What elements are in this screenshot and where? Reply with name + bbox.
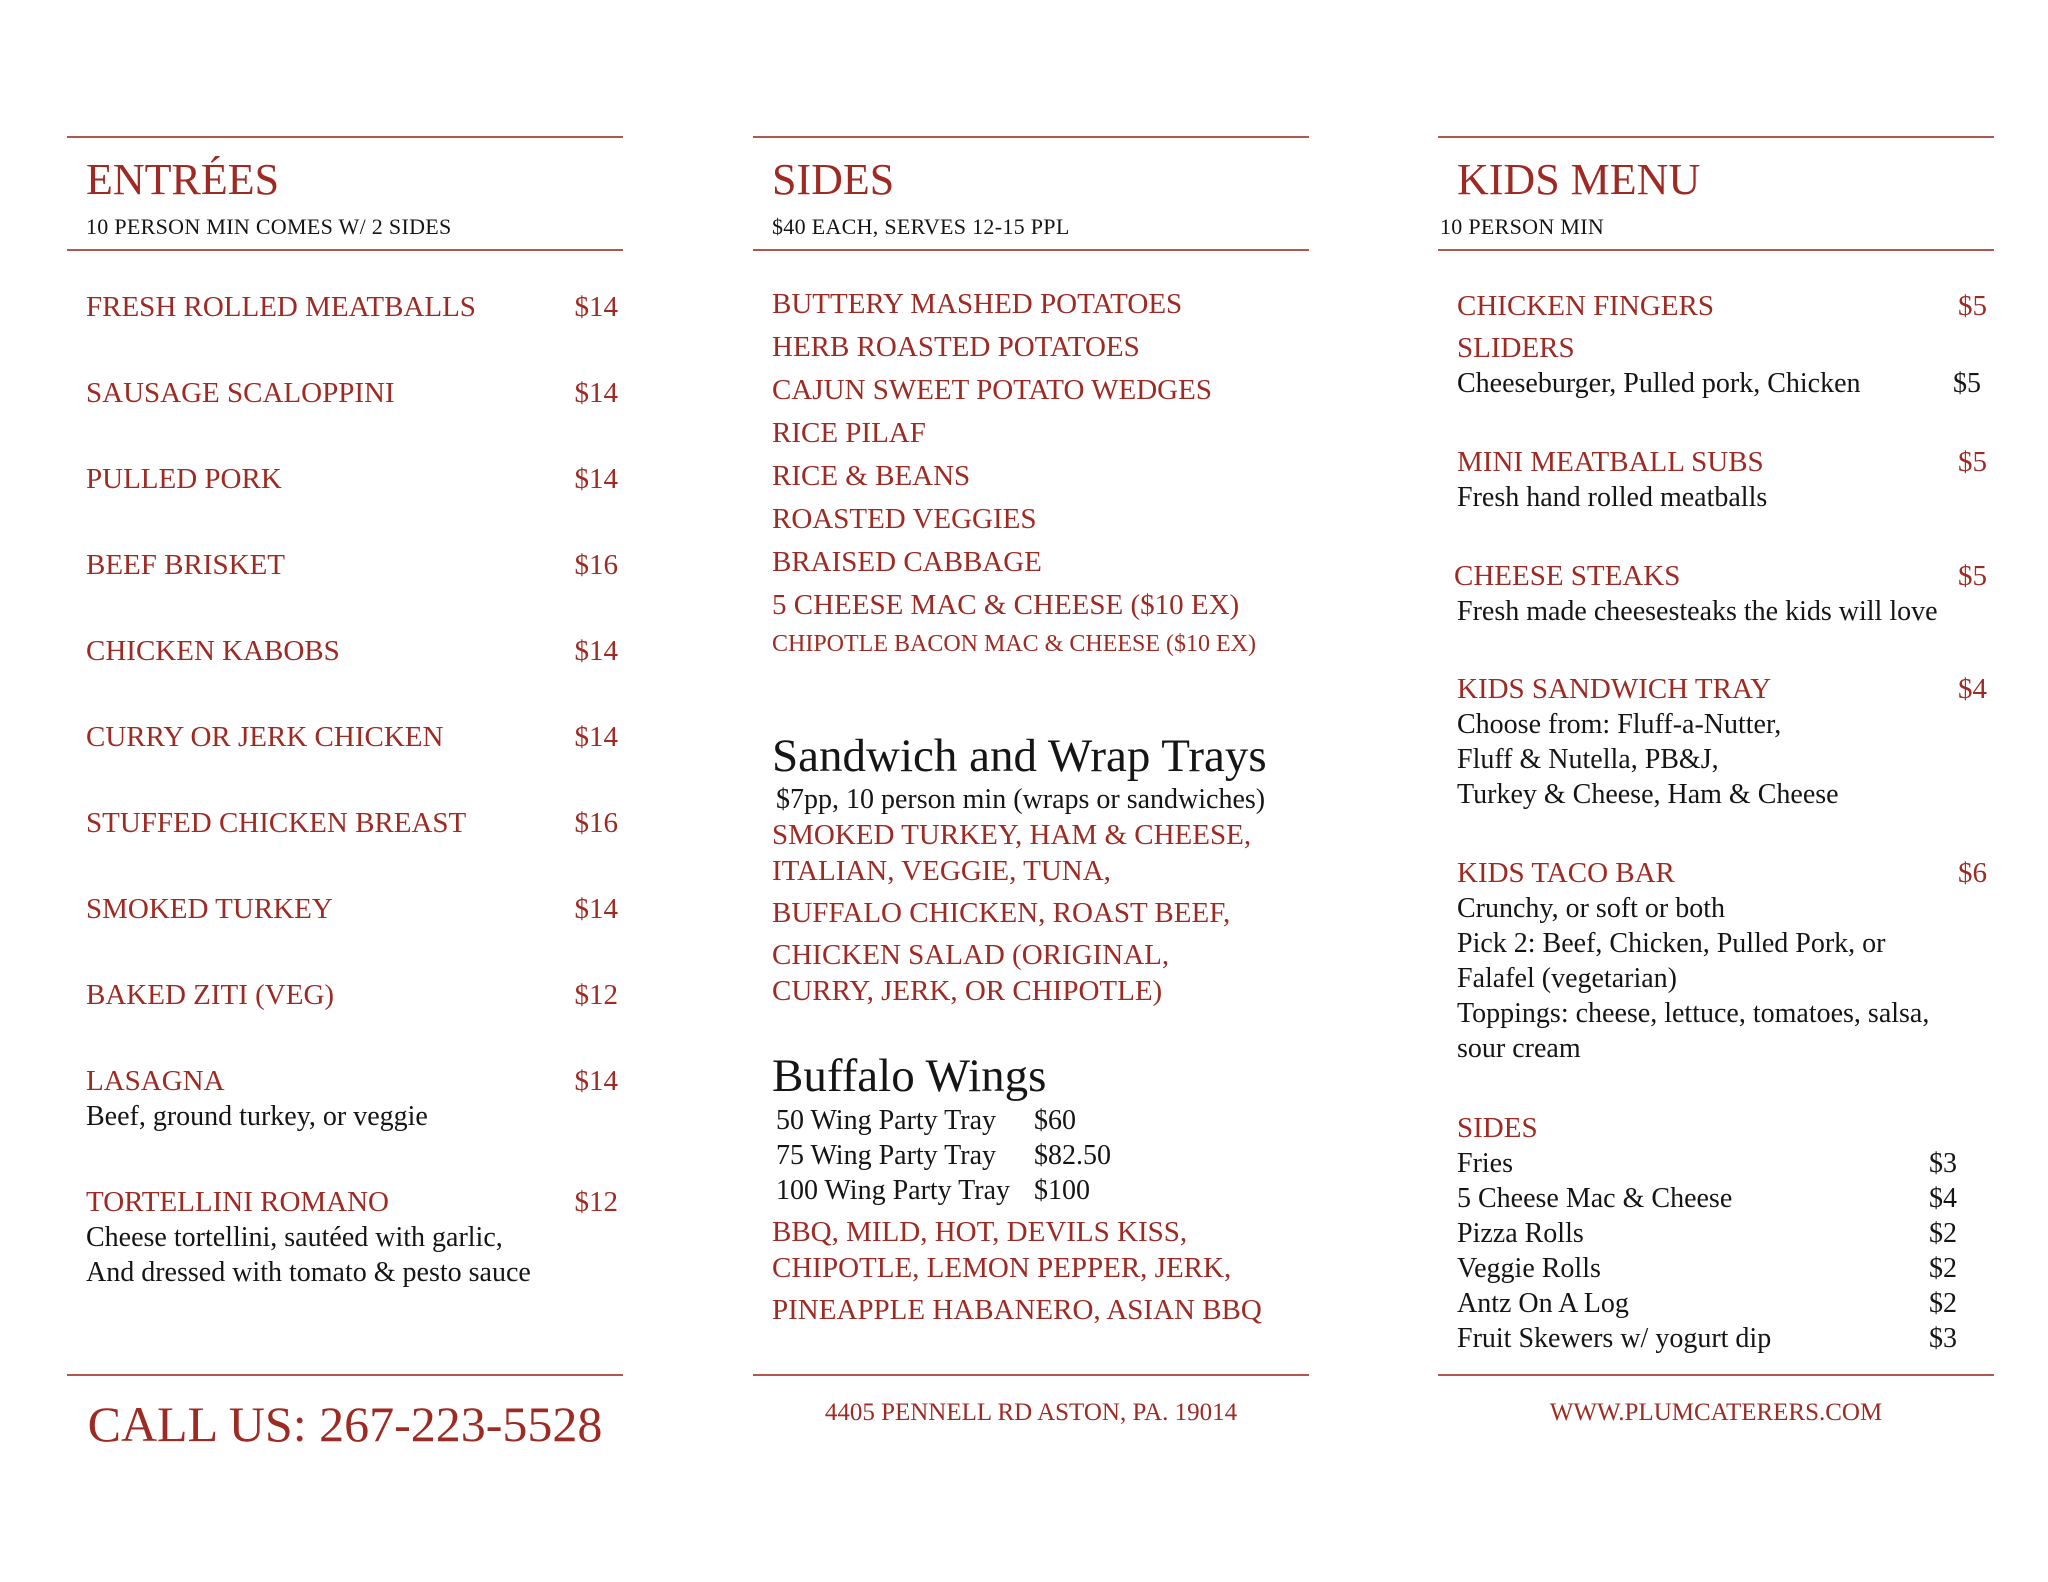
item-name: CHICKEN FINGERS bbox=[1457, 290, 1714, 322]
kids-column bbox=[1438, 136, 1994, 1354]
item-description: Fresh made cheesesteaks the kids will love bbox=[1457, 596, 1938, 627]
list-item bbox=[86, 547, 618, 583]
list-item bbox=[1457, 1216, 1987, 1251]
list-item: HERB ROASTED POTATOES bbox=[772, 331, 1140, 363]
item-name: 5 Cheese Mac & Cheese bbox=[1457, 1183, 1733, 1214]
wings-section bbox=[772, 1049, 1309, 1328]
item-price: $14 bbox=[574, 635, 618, 667]
item-name: FRESH ROLLED MEATBALLS bbox=[86, 291, 476, 323]
website-link[interactable]: WWW.PLUMCATERERS.COM bbox=[1549, 1399, 1883, 1426]
item-price: $14 bbox=[574, 463, 618, 495]
list-item bbox=[1457, 672, 1987, 812]
sides-subtitle: $40 EACH, SERVES 12-15 PPL bbox=[772, 214, 1070, 239]
item-price: $3 bbox=[1929, 1323, 1957, 1354]
list-item bbox=[86, 1184, 618, 1290]
item-price: $2 bbox=[1929, 1288, 1957, 1319]
sides-title: SIDES bbox=[772, 155, 895, 204]
item-name: SLIDERS bbox=[1457, 332, 1575, 364]
list-item bbox=[1457, 1321, 1987, 1356]
list-item bbox=[1457, 1251, 1987, 1286]
item-price: $60 bbox=[1034, 1105, 1076, 1136]
item-price: $100 bbox=[1034, 1175, 1090, 1206]
item-price: $12 bbox=[574, 979, 618, 1011]
list-item: RICE & BEANS bbox=[772, 460, 971, 492]
item-name: CHEESE STEAKS bbox=[1454, 560, 1681, 592]
item-price: $14 bbox=[574, 721, 618, 753]
list-item bbox=[1457, 289, 1987, 324]
list-item: BUTTERY MASHED POTATOES bbox=[772, 288, 1183, 320]
tray-line: CHICKEN SALAD (ORIGINAL, bbox=[772, 939, 1170, 971]
list-item bbox=[86, 375, 618, 411]
item-price: $14 bbox=[574, 893, 618, 925]
divider bbox=[753, 249, 1309, 251]
entrees-title: ENTRÉES bbox=[86, 155, 280, 204]
list-item bbox=[776, 1138, 1309, 1173]
flavor-line: CHIPOTLE, LEMON PEPPER, JERK, bbox=[772, 1252, 1232, 1284]
address: 4405 PENNELL RD ASTON, PA. 19014 bbox=[824, 1399, 1238, 1426]
trays-section bbox=[772, 729, 1309, 1009]
list-item: 5 CHEESE MAC & CHEESE ($10 EX) bbox=[772, 589, 1240, 621]
list-item bbox=[776, 1173, 1309, 1208]
item-price: $14 bbox=[574, 377, 618, 409]
item-description: Cheeseburger, Pulled pork, Chicken bbox=[1457, 368, 1861, 399]
item-name: Fruit Skewers w/ yogurt dip bbox=[1457, 1323, 1772, 1354]
divider bbox=[67, 1374, 623, 1376]
item-name: KIDS TACO BAR bbox=[1457, 857, 1675, 889]
item-description: Crunchy, or soft or both bbox=[1457, 893, 1726, 924]
list-item bbox=[86, 1063, 618, 1134]
item-name: BAKED ZITI (VEG) bbox=[86, 979, 335, 1011]
entrees-column bbox=[67, 136, 623, 1288]
divider bbox=[67, 249, 623, 251]
list-item bbox=[776, 1103, 1309, 1138]
sides-list bbox=[772, 283, 1309, 1328]
list-item bbox=[1457, 1181, 1987, 1216]
entrees-subtitle: 10 PERSON MIN COMES W/ 2 SIDES bbox=[86, 214, 452, 239]
list-item: BRAISED CABBAGE bbox=[772, 546, 1042, 578]
item-name: SMOKED TURKEY bbox=[86, 893, 333, 925]
list-item bbox=[1457, 331, 1987, 401]
item-price: $5 bbox=[1958, 446, 1987, 478]
item-name: 75 Wing Party Tray bbox=[776, 1140, 997, 1171]
divider bbox=[753, 136, 1309, 138]
footer-address bbox=[753, 1374, 1309, 1428]
item-price: $4 bbox=[1929, 1183, 1957, 1214]
item-price: $6 bbox=[1958, 857, 1987, 889]
divider bbox=[1438, 249, 1994, 251]
item-description: Beef, ground turkey, or veggie bbox=[86, 1101, 428, 1132]
trays-title: Sandwich and Wrap Trays bbox=[772, 730, 1267, 782]
item-name: Pizza Rolls bbox=[1457, 1218, 1584, 1249]
item-price: $3 bbox=[1929, 1148, 1957, 1179]
item-price: $12 bbox=[574, 1186, 618, 1218]
item-description: Toppings: cheese, lettuce, tomatoes, salsa, bbox=[1457, 998, 1930, 1029]
item-price: $16 bbox=[574, 549, 618, 581]
item-description: Cheese tortellini, sautéed with garlic, bbox=[86, 1222, 503, 1253]
item-price: $16 bbox=[574, 807, 618, 839]
item-description: Falafel (vegetarian) bbox=[1457, 963, 1677, 994]
item-name: SAUSAGE SCALOPPINI bbox=[86, 377, 395, 409]
flavor-line: BBQ, MILD, HOT, DEVILS KISS, bbox=[772, 1216, 1188, 1248]
divider bbox=[67, 136, 623, 138]
item-name: TORTELLINI ROMANO bbox=[86, 1186, 389, 1218]
item-name: 50 Wing Party Tray bbox=[776, 1105, 997, 1136]
divider bbox=[1438, 1374, 1994, 1376]
item-description: Pick 2: Beef, Chicken, Pulled Pork, or bbox=[1457, 928, 1886, 959]
item-price: $5 bbox=[1958, 560, 1987, 592]
list-item bbox=[1457, 1146, 1987, 1181]
kids-subtitle: 10 PERSON MIN bbox=[1440, 214, 1605, 239]
item-description: Choose from: Fluff-a-Nutter, bbox=[1457, 709, 1782, 740]
divider bbox=[1438, 136, 1994, 138]
item-price: $5 bbox=[1953, 368, 1981, 399]
item-name: LASAGNA bbox=[86, 1065, 225, 1097]
wings-title: Buffalo Wings bbox=[772, 1050, 1047, 1102]
list-item bbox=[86, 805, 618, 841]
item-price: $2 bbox=[1929, 1218, 1957, 1249]
item-price: $5 bbox=[1958, 290, 1987, 322]
item-name: Veggie Rolls bbox=[1457, 1253, 1601, 1284]
item-name: KIDS SANDWICH TRAY bbox=[1457, 673, 1772, 705]
item-description: Fluff & Nutella, PB&J, bbox=[1457, 744, 1719, 775]
sides-column bbox=[753, 136, 1309, 1328]
trays-subtitle: $7pp, 10 person min (wraps or sandwiches) bbox=[776, 784, 1266, 815]
footer-phone bbox=[67, 1374, 623, 1454]
list-item bbox=[1457, 445, 1987, 515]
kids-sides-section bbox=[1457, 1111, 1987, 1356]
item-name: 100 Wing Party Tray bbox=[776, 1175, 1011, 1206]
list-item bbox=[1457, 856, 1987, 1066]
item-name: Fries bbox=[1457, 1148, 1513, 1179]
item-name: CHICKEN KABOBS bbox=[86, 635, 340, 667]
list-item bbox=[86, 977, 618, 1013]
divider bbox=[753, 1374, 1309, 1376]
footer-website bbox=[1438, 1374, 1994, 1428]
list-item bbox=[86, 461, 618, 497]
item-price: $4 bbox=[1958, 673, 1987, 705]
list-item: CHIPOTLE BACON MAC & CHEESE ($10 EX) bbox=[772, 631, 1256, 657]
item-name: CURRY OR JERK CHICKEN bbox=[86, 721, 444, 753]
item-description: Turkey & Cheese, Ham & Cheese bbox=[1457, 779, 1839, 810]
item-price: $14 bbox=[574, 291, 618, 323]
item-name: STUFFED CHICKEN BREAST bbox=[86, 807, 467, 839]
item-name: PULLED PORK bbox=[86, 463, 282, 495]
flavor-line: PINEAPPLE HABANERO, ASIAN BBQ bbox=[772, 1294, 1262, 1326]
list-item bbox=[86, 289, 618, 325]
list-item bbox=[86, 891, 618, 927]
list-item bbox=[86, 719, 618, 755]
item-name: BEEF BRISKET bbox=[86, 549, 285, 581]
tray-line: ITALIAN, VEGGIE, TUNA, bbox=[772, 855, 1111, 887]
list-item bbox=[1454, 559, 1987, 629]
item-price: $2 bbox=[1929, 1253, 1957, 1284]
item-name: Antz On A Log bbox=[1457, 1288, 1629, 1319]
list-item: ROASTED VEGGIES bbox=[772, 503, 1037, 535]
kids-sides-title: SIDES bbox=[1457, 1112, 1538, 1144]
item-name: MINI MEATBALL SUBS bbox=[1457, 446, 1764, 478]
kids-title: KIDS MENU bbox=[1457, 155, 1701, 204]
tray-line: BUFFALO CHICKEN, ROAST BEEF, bbox=[772, 897, 1231, 929]
list-item: CAJUN SWEET POTATO WEDGES bbox=[772, 374, 1212, 406]
item-price: $14 bbox=[574, 1065, 618, 1097]
item-description: Fresh hand rolled meatballs bbox=[1457, 482, 1768, 513]
item-price: $82.50 bbox=[1034, 1140, 1111, 1171]
list-item bbox=[86, 633, 618, 669]
phone-number[interactable]: CALL US: 267-223-5528 bbox=[87, 1396, 603, 1452]
list-item bbox=[1457, 1286, 1987, 1321]
item-description: And dressed with tomato & pesto sauce bbox=[86, 1257, 531, 1288]
wings-flavors bbox=[772, 1214, 1309, 1328]
list-item: RICE PILAF bbox=[772, 417, 926, 449]
tray-line: SMOKED TURKEY, HAM & CHEESE, bbox=[772, 819, 1252, 851]
tray-line: CURRY, JERK, OR CHIPOTLE) bbox=[772, 975, 1163, 1007]
trays-list bbox=[772, 817, 1309, 1009]
item-description: sour cream bbox=[1457, 1033, 1581, 1064]
